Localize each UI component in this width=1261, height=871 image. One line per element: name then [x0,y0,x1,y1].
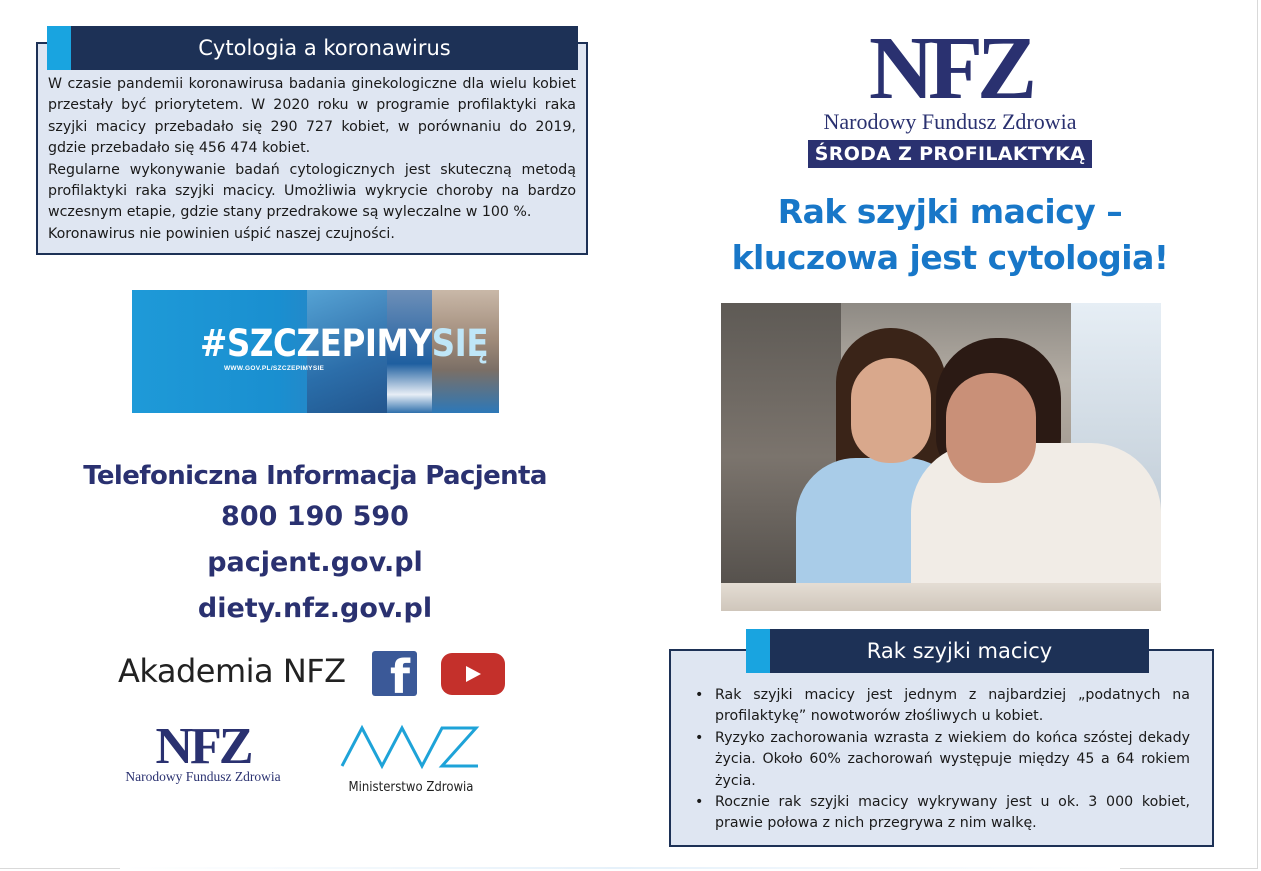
bullet-icon: • [695,687,704,703]
photo-person-1-face [851,358,931,463]
list-item [693,685,1190,728]
covid-paragraph-1: W czasie pandemii koronawirusa badania ginekologiczne dla wielu kobiet przestały być priorytetem. W 2020 roku w programie profilaktyki raka szyjki macicy przebadało się 290 727 kobiet, w porównaniu do 2019, gdzie przebadało się 456 474 kobiet. [48,76,576,157]
header-accent [47,26,71,70]
svg-text:NFZ: NFZ [869,26,1031,102]
bullet-icon: • [695,729,704,746]
facebook-icon[interactable]: f [372,651,417,696]
headline-line-1: Rak szyjki macicy – [777,192,1123,231]
photo-table [721,583,1161,611]
nfz-logo-small [113,722,293,785]
cancer-box-title: Rak szyjki macicy [866,639,1053,663]
covid-info-box [36,42,588,255]
covid-box-header [47,26,578,70]
hashtag-main: #SZCZEPIMY [200,322,432,365]
list-item [693,792,1190,835]
youtube-icon[interactable] [441,653,505,695]
play-icon [466,666,481,682]
fact-text: Rak szyjki macicy jest jednym z najbardziej „podatnych na profilaktykę” nowotworów złośliwych u kobiet. [715,687,1190,725]
headline-line-2: kluczowa jest cytologia! [731,238,1169,277]
banner-url: WWW.GOV.PL/SZCZEPIMYSIE [224,365,325,372]
cancer-box-header [746,629,1149,673]
patient-info-phone[interactable]: 800 190 590 [221,501,409,532]
bottom-strip [120,867,1120,869]
ministerstwo-zdrowia-logo [336,722,486,795]
bullet-icon: • [695,794,704,811]
nfz-logo-large [805,26,1095,168]
cancer-info-box [669,649,1214,847]
covid-text [48,74,576,245]
cancer-facts-list [693,685,1190,835]
szczepimy-banner[interactable] [132,290,499,413]
photo-person-2-face [946,373,1036,483]
header-accent [746,629,770,673]
list-item [693,728,1190,792]
diet-site-link[interactable]: diety.nfz.gov.pl [197,593,433,624]
patient-info-site-link[interactable]: pacjent.gov.pl [207,547,423,578]
nfz-small-name: Narodowy Fundusz Zdrowia [125,769,281,784]
nfz-large-mark-icon [860,26,1040,102]
sroda-badge: ŚRODA Z PROFILAKTYKĄ [808,140,1092,168]
fact-text: Ryzyko zachorowania wzrasta z wiekiem do końca szóstej dekady życia. Około 60% zachorowań występuje między 45 a 64 rokiem życia. [715,729,1190,789]
akademia-nfz-label: Akademia NFZ [118,652,346,690]
mz-wave-icon [336,722,486,770]
fact-text: Rocznie rak szyjki macicy wykrywany jest u ok. 3 000 kobiet, prawie połowa z nich przegrywa z nim walkę. [715,794,1190,832]
nfz-small-mark-icon [147,722,259,766]
mz-name: Ministerstwo Zdrowia [348,780,474,795]
hashtag-light: SIĘ [431,322,489,365]
women-photo [721,303,1161,611]
covid-paragraph-3: Koronawirus nie powinien uśpić naszej czujności. [48,225,395,242]
nfz-large-name: Narodowy Fundusz Zdrowia [823,109,1077,134]
covid-box-title: Cytologia a koronawirus [198,36,451,60]
patient-info-line-title: Telefoniczna Informacja Pacjenta [83,461,547,491]
svg-text:NFZ: NFZ [155,722,251,766]
covid-paragraph-2: Regularne wykonywanie badań cytologicznych jest skuteczną metodą profilaktyki raka szyjki macicy. Umożliwia wykrycie choroby na bardzo wczesnym etapie, gdzie stany przedrakowe są wyleczalne w 100 %. [48,161,576,221]
banner-hashtag [200,322,488,365]
